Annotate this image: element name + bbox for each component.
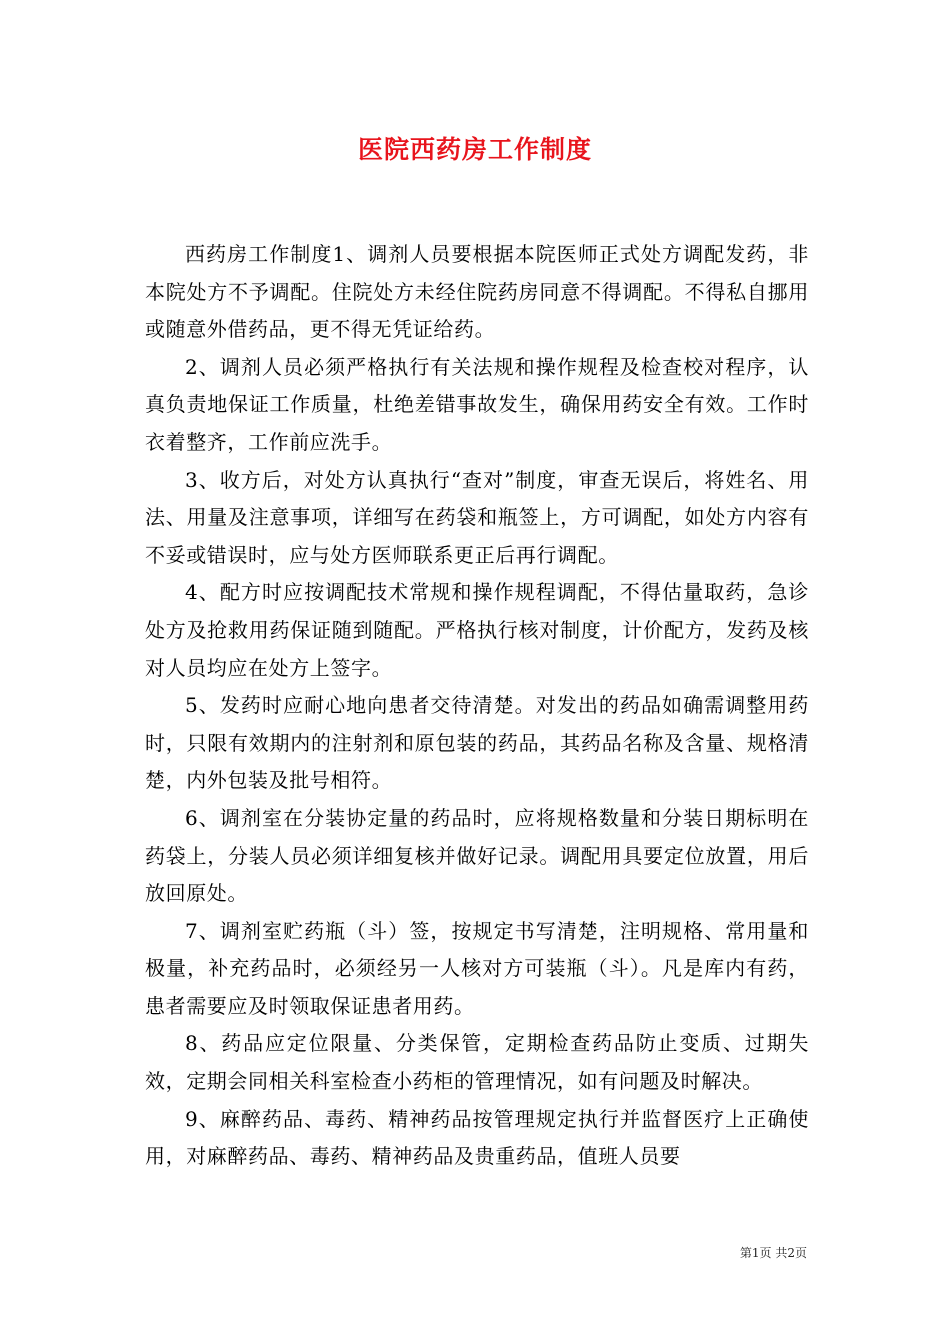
paragraph-4: 4、配方时应按调配技术常规和操作规程调配，不得估量取药，急诊处方及抢救用药保证随到随配。严格执行核对制度，计价配方，发药及核对人员均应在处方上签字。 [145, 580, 809, 680]
document-title: 医院西药房工作制度 [357, 135, 592, 164]
paragraph-6: 6、调剂室在分装协定量的药品时，应将规格数量和分装日期标明在药袋上，分装人员必须详细复核并做好记录。调配用具要定位放置，用后放回原处。 [145, 805, 809, 906]
paragraph-2: 2、调剂人员必须严格执行有关法规和操作规程及检查校对程序，认真负责地保证工作质量，杜绝差错事故发生，确保用药安全有效。工作时衣着整齐，工作前应洗手。 [145, 354, 809, 454]
document-body [145, 236, 809, 1176]
paragraph-7: 7、调剂室贮药瓶（斗）签，按规定书写清楚，注明规格、常用量和极量，补充药品时，必须经另一人核对方可装瓶（斗）。凡是库内有药，患者需要应及时领取保证患者用药。 [145, 918, 809, 1018]
paragraph-5: 5、发药时应耐心地向患者交待清楚。对发出的药品如确需调整用药时，只限有效期内的注射剂和原包装的药品，其药品名称及含量、规格清楚，内外包装及批号相符。 [145, 693, 809, 793]
paragraph-9: 9、麻醉药品、毒药、精神药品按管理规定执行并监督医疗上正确使用，对麻醉药品、毒药、精神药品及贵重药品，值班人员要 [145, 1106, 809, 1169]
paragraph-8: 8、药品应定位限量、分类保管，定期检查药品防止变质、过期失效，定期会同相关科室检查小药柜的管理情况，如有问题及时解决。 [145, 1031, 809, 1094]
paragraph-1: 西药房工作制度1、调剂人员要根据本院医师正式处方调配发药，非本院处方不予调配。住院处方未经住院药房同意不得调配。不得私自挪用或随意外借药品，更不得无凭证给药。 [145, 242, 809, 342]
page-number-footer: 第1页 共2页 [739, 1246, 807, 1260]
paragraph-3: 3、收方后，对处方认真执行“查对”制度，审查无误后，将姓名、用法、用量及注意事项，详细写在药袋和瓶签上，方可调配，如处方内容有不妥或错误时，应与处方医师联系更正后再行调配。 [145, 467, 809, 567]
